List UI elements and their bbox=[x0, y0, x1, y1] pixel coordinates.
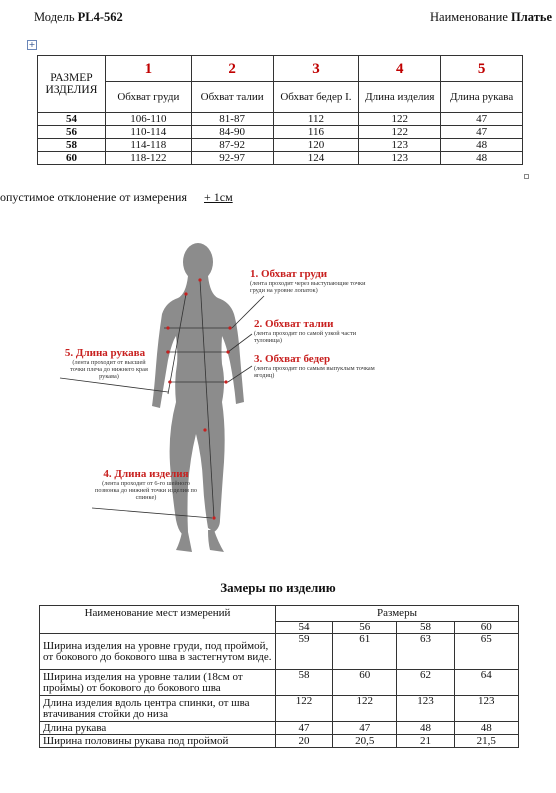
measure-name: Ширина изделия на уровне груди, под проймой, от бокового до бокового шва в застегнутом виде. bbox=[40, 634, 276, 670]
table-row bbox=[40, 696, 519, 722]
col-label: Обхват груди bbox=[105, 82, 191, 113]
name-line bbox=[430, 10, 552, 25]
value-cell: 20 bbox=[276, 735, 333, 748]
table-row bbox=[40, 735, 519, 748]
col-number: 1 bbox=[105, 56, 191, 82]
value-cell: 64 bbox=[454, 670, 518, 696]
col-number: 4 bbox=[359, 56, 441, 82]
size-header-cell: 54 bbox=[276, 622, 333, 634]
annotation-hips: 3. Обхват бедер (лента проходит по самым выпуклым точкам ягодиц) bbox=[254, 353, 375, 379]
col-label: Обхват бедер I. bbox=[273, 82, 359, 113]
annotation-chest: 1. Обхват груди (лента проходит через выступающие точки груди на уровне лопаток) bbox=[250, 268, 366, 294]
table-row bbox=[40, 670, 519, 696]
value-cell: 123 bbox=[454, 696, 518, 722]
measure-name: Ширина изделия на уровне талии (18см от проймы) от бокового до бокового шва bbox=[40, 670, 276, 696]
value-cell: 118-122 bbox=[105, 152, 191, 165]
col-label: Длина изделия bbox=[359, 82, 441, 113]
value-cell: 60 bbox=[333, 670, 397, 696]
value-cell: 122 bbox=[359, 113, 441, 126]
size-table bbox=[37, 55, 523, 165]
value-cell: 21 bbox=[397, 735, 454, 748]
table-row bbox=[40, 634, 519, 670]
col-number: 2 bbox=[191, 56, 273, 82]
value-cell: 123 bbox=[359, 152, 441, 165]
value-cell: 87-92 bbox=[191, 139, 273, 152]
table-row bbox=[38, 152, 523, 165]
value-cell: 47 bbox=[276, 722, 333, 735]
value-cell: 47 bbox=[333, 722, 397, 735]
value-cell: 122 bbox=[359, 126, 441, 139]
table-row bbox=[40, 722, 519, 735]
value-cell: 47 bbox=[441, 113, 523, 126]
table-row bbox=[38, 139, 523, 152]
table-move-handle-icon[interactable]: + bbox=[28, 40, 36, 49]
size-cell: 60 bbox=[38, 152, 106, 165]
size-header-cell: 60 bbox=[454, 622, 518, 634]
annotation-waist: 2. Обхват талии (лента проходит по самой узкой части туловища) bbox=[254, 318, 357, 344]
tolerance-value: + 1см bbox=[204, 190, 233, 204]
value-cell: 48 bbox=[441, 152, 523, 165]
size-cell: 56 bbox=[38, 126, 106, 139]
value-cell: 61 bbox=[333, 634, 397, 670]
size-cell: 58 bbox=[38, 139, 106, 152]
table-row bbox=[38, 126, 523, 139]
value-cell: 122 bbox=[333, 696, 397, 722]
model-line bbox=[34, 10, 123, 25]
annotation-length: 4. Длина изделия (лента проходит от 6-го шейного позвонка до нижней точки изделия по спинке) bbox=[95, 468, 197, 501]
value-cell: 106-110 bbox=[105, 113, 191, 126]
value-cell: 63 bbox=[397, 634, 454, 670]
col-label: Длина рукава bbox=[441, 82, 523, 113]
model-label: Модель bbox=[34, 10, 75, 24]
name-header: Наименование мест измерений bbox=[40, 606, 276, 634]
size-corner-label: РАЗМЕР ИЗДЕЛИЯ bbox=[38, 56, 106, 113]
size-cell: 54 bbox=[38, 113, 106, 126]
value-cell: 122 bbox=[276, 696, 333, 722]
measurements-title: Замеры по изделию bbox=[220, 580, 336, 595]
sizes-header: Размеры bbox=[276, 606, 519, 622]
value-cell: 123 bbox=[359, 139, 441, 152]
tolerance-note bbox=[0, 190, 233, 205]
value-cell: 124 bbox=[273, 152, 359, 165]
value-cell: 84-90 bbox=[191, 126, 273, 139]
value-cell: 58 bbox=[276, 670, 333, 696]
value-cell: 114-118 bbox=[105, 139, 191, 152]
tolerance-text: опустимое отклонение от измерения bbox=[0, 190, 187, 204]
table-resize-handle[interactable] bbox=[524, 174, 529, 179]
model-value: PL4-562 bbox=[77, 10, 123, 24]
value-cell: 47 bbox=[441, 126, 523, 139]
value-cell: 20,5 bbox=[333, 735, 397, 748]
size-header-cell: 56 bbox=[333, 622, 397, 634]
name-value: Платье bbox=[511, 10, 552, 24]
value-cell: 120 bbox=[273, 139, 359, 152]
value-cell: 48 bbox=[397, 722, 454, 735]
value-cell: 112 bbox=[273, 113, 359, 126]
value-cell: 92-97 bbox=[191, 152, 273, 165]
value-cell: 62 bbox=[397, 670, 454, 696]
value-cell: 116 bbox=[273, 126, 359, 139]
value-cell: 123 bbox=[397, 696, 454, 722]
table-row bbox=[38, 113, 523, 126]
value-cell: 21,5 bbox=[454, 735, 518, 748]
value-cell: 65 bbox=[454, 634, 518, 670]
value-cell: 110-114 bbox=[105, 126, 191, 139]
annotation-sleeve: 5. Длина рукава (лента проходит от высшей точки плеча до нижнего края рукава) bbox=[64, 347, 148, 380]
size-header-cell: 58 bbox=[397, 622, 454, 634]
value-cell: 48 bbox=[441, 139, 523, 152]
col-number: 3 bbox=[273, 56, 359, 82]
value-cell: 59 bbox=[276, 634, 333, 670]
measurements-table bbox=[39, 605, 519, 748]
name-label: Наименование bbox=[430, 10, 508, 24]
body-measurement-figure bbox=[0, 232, 556, 562]
measure-name: Длина рукава bbox=[40, 722, 276, 735]
measure-name: Ширина половины рукава под проймой bbox=[40, 735, 276, 748]
measure-name: Длина изделия вдоль центра спинки, от шва втачивания стойки до низа bbox=[40, 696, 276, 722]
col-label: Обхват талии bbox=[191, 82, 273, 113]
col-number: 5 bbox=[441, 56, 523, 82]
value-cell: 48 bbox=[454, 722, 518, 735]
value-cell: 81-87 bbox=[191, 113, 273, 126]
